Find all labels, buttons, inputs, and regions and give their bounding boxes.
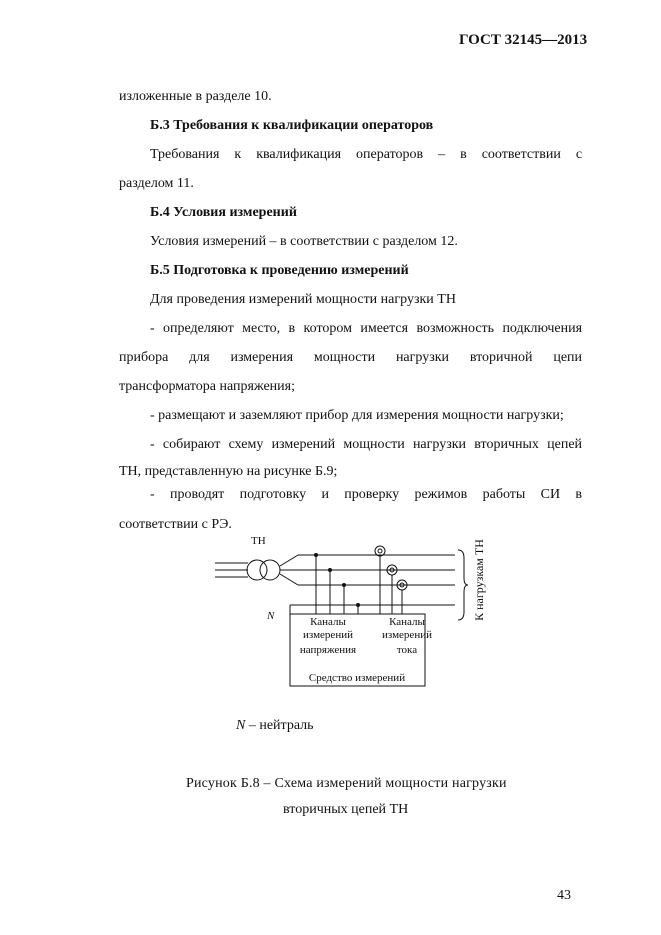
section-heading-b4: Б.4 Условия измерений — [150, 205, 297, 220]
instrument-label: Средство измерений — [308, 672, 406, 684]
voltage-channels-line: измерений — [303, 629, 353, 641]
word: режимов — [414, 487, 468, 502]
list-item-1-line2 — [119, 350, 582, 366]
word: цепей — [547, 437, 583, 452]
word: нагрузки — [395, 350, 450, 365]
measurement-circuit-diagram — [200, 528, 500, 698]
word: в — [575, 487, 582, 502]
word: Требования — [150, 147, 220, 162]
voltage-channels-line: Каналы — [310, 616, 346, 628]
word: котором — [303, 321, 352, 336]
figure-caption-line1: Рисунок Б.8 – Схема измерений мощности нагрузки — [186, 776, 507, 791]
junction-dot — [356, 603, 360, 607]
word: вторичных — [474, 437, 539, 452]
section-heading-b3: Б.3 Требования к квалификации операторов — [150, 118, 434, 133]
current-clamp-inner — [378, 549, 382, 553]
neutral-legend — [236, 718, 314, 734]
word: нагрузки — [412, 437, 467, 452]
paragraph-b3-line1 — [150, 147, 582, 163]
word: СИ — [540, 487, 561, 502]
word: - определяют — [150, 321, 234, 336]
list-item-1-line1 — [150, 321, 582, 337]
word: для — [189, 350, 210, 365]
word: в — [460, 147, 467, 162]
word: измерения — [230, 350, 294, 365]
load-label: К нагрузкам ТН — [472, 539, 486, 621]
word: вторичной — [469, 350, 533, 365]
word: соответствии — [481, 147, 561, 162]
word: подключения — [502, 321, 583, 336]
list-item-2: - размещают и заземляют прибор для измерения мощности нагрузки; — [150, 408, 564, 423]
transformer-secondary-coil — [260, 560, 280, 580]
neutral-legend-text: – нейтраль — [245, 718, 314, 733]
word: место, — [242, 321, 281, 336]
paragraph-b3-line2: разделом 11. — [119, 176, 194, 191]
word: возможность — [416, 321, 495, 336]
transformer-primary-coil — [247, 560, 267, 580]
word: и — [321, 487, 329, 502]
voltage-channels-line: напряжения — [299, 644, 357, 656]
word: измерений — [271, 437, 336, 452]
text-line: изложенные в разделе 10. — [119, 89, 272, 104]
list-item-3-line2: ТН, представленную на рисунке Б.9; — [119, 464, 338, 479]
transformer-label: ТН — [251, 535, 266, 547]
load-brace — [458, 550, 468, 620]
current-channels-line: измерений — [382, 629, 432, 641]
word: с — [575, 147, 583, 162]
document-header: ГОСТ 32145—2013 — [459, 32, 588, 48]
page-number: 43 — [557, 888, 571, 903]
junction-dot — [342, 583, 346, 587]
junction-dot — [314, 553, 318, 557]
word: квалификация — [256, 147, 342, 162]
list-item-4-line1 — [150, 487, 582, 503]
paragraph-b4: Условия измерений – в соответствии с разделом 12. — [150, 234, 458, 249]
section-heading-b5: Б.5 Подготовка к проведению измерений — [150, 263, 409, 278]
list-item-4-line2: соответствии с РЭ. — [119, 517, 232, 532]
figure-caption-line2: вторичных цепей ТН — [283, 802, 409, 817]
word: к — [234, 147, 242, 162]
neutral-label: N — [267, 610, 275, 622]
word: - проводят — [150, 487, 225, 502]
word: подготовку — [239, 487, 307, 502]
word: в — [288, 321, 296, 336]
word: операторов – — [356, 147, 446, 162]
word: работы — [482, 487, 526, 502]
list-item-1-line3: трансформатора напряжения; — [119, 379, 295, 394]
word: - собирают — [150, 437, 221, 452]
word: мощности — [343, 437, 405, 452]
current-channels-line: тока — [396, 644, 418, 656]
list-item-3-line1 — [150, 437, 582, 453]
word: цепи — [553, 350, 583, 365]
word: мощности — [313, 350, 376, 365]
junction-dot — [328, 568, 332, 572]
current-channels-line: Каналы — [389, 616, 425, 628]
word: прибора — [119, 350, 169, 365]
word: проверку — [344, 487, 400, 502]
output-wire — [280, 574, 298, 585]
paragraph-b5-intro: Для проведения измерений мощности нагрузки ТН — [150, 292, 456, 307]
word: имеется — [360, 321, 409, 336]
word: схему — [228, 437, 264, 452]
neutral-symbol: N — [236, 718, 246, 733]
output-wire — [280, 555, 298, 566]
